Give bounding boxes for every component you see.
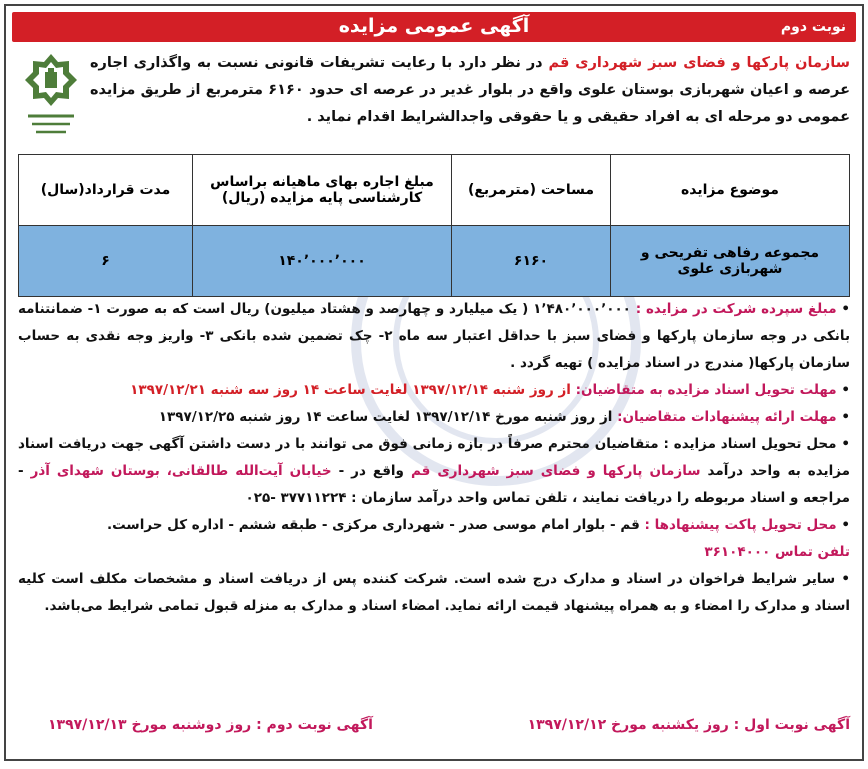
cell-subject: مجموعه رفاهی تفریحی و شهربازی علوی: [611, 226, 850, 297]
logo-emblem-icon: [20, 50, 82, 142]
offers-deadline-label: مهلت ارائه پیشنهادات متقاضیان:: [617, 409, 837, 425]
delivery-text: قم - بلوار امام موسی صدر - شهرداری مرکزی - طبقه ششم - اداره کل حراست.: [107, 517, 645, 533]
delivery-label: محل تحویل پاکت پیشنهادها :: [644, 517, 837, 533]
auction-table: [18, 154, 850, 297]
cell-area: ۶۱۶۰: [452, 226, 611, 297]
footer: [18, 717, 850, 743]
phone-paragraph: [18, 539, 850, 566]
location-text-1: متقاضیان محترم صرفاً در بازه زمانی فوق می توانند با در دست داشتن آگهی جهت دریافت اسناد مزایده به واحد درآمد: [18, 436, 850, 479]
cell-duration: ۶: [19, 226, 193, 297]
location-label: محل تحویل اسناد مزایده :: [663, 436, 837, 452]
docs-deadline-text: از روز شنبه ۱۳۹۷/۱۲/۱۴ لغایت ساعت ۱۴ روز سه شنبه ۱۳۹۷/۱۲/۲۱: [130, 382, 576, 398]
intro-text: در نظر دارد با رعایت تشریفات قانونی نسبت به واگذاری اجاره عرصه و اعیان شهربازی بوستان علوی واقع در بلوار غدیر در عرصه ای حدود ۶۱۶۰ مترمربع از طریق مزایده عمومی دو مرحله ای به افراد حقیقی و یا حقوقی واجدالشرایط اقدام نماید .: [90, 55, 850, 125]
deposit-paragraph: • مبلغ سپرده شرکت در مزایده : ۱٬۴۸۰٬۰۰۰٬۰۰۰ ( یک میلیارد و چهارصد و هشتاد میلیون) ریال است که به صورت ۱- ضمانتنامه بانکی در وجه سازمان پارکها و فضای سبز با حداقل اعتبار سه ماه ۲- چک تضمین شده بانکی ۳- واریز وجه نقدی به حساب سازمان پارکها( مندرج در اسناد مزایده ) تهیه گردد .: [18, 301, 851, 371]
organization-logo: [20, 50, 82, 142]
header-duration: مدت قرارداد(سال): [19, 155, 193, 226]
intro-paragraph: [90, 50, 850, 131]
second-publication: آگهی نوبت دوم : روز دوشنبه مورخ ۱۳۹۷/۱۲/۱۳: [48, 717, 373, 733]
page-title: آگهی عمومی مزایده: [338, 15, 530, 37]
offers-deadline-text: از روز شنبه مورخ ۱۳۹۷/۱۲/۱۴ لغایت ساعت ۱۴ روز شنبه ۱۳۹۷/۱۲/۲۵: [158, 409, 618, 425]
other-terms-text: سایر شرایط فراخوان در اسناد و مدارک درج شده است. شرکت کننده پس از دریافت اسناد و مشخصات مکلف است کلیه اسناد و مدارک را امضاء و به همراه پیشنهاد قیمت ارائه نماید. امضاء اسناد و مدارک به منزله قبول تمامی شرایط می‌باشد.: [18, 571, 850, 614]
docs-deadline-paragraph: • مهلت تحویل اسناد مزایده به متقاضیان: از روز شنبه ۱۳۹۷/۱۲/۱۴ لغایت ساعت ۱۴ روز سه شنبه ۱۳۹۷/۱۲/۲۱: [130, 382, 850, 398]
header-bar: [12, 12, 856, 42]
first-publication: آگهی نوبت اول : روز یکشنبه مورخ ۱۳۹۷/۱۲/۱۲: [527, 717, 850, 733]
location-text-3: - مراجعه و اسناد مربوطه را دریافت نمایند ، تلفن تماس واحد درآمد سازمان : ۳۷۷۱۱۲۲۴ -۰۲۵: [18, 463, 850, 506]
phone-label: تلفن تماس ۳۶۱۰۴۰۰۰: [704, 544, 850, 560]
header-rent: مبلغ اجاره بهای ماهیانه براساس کارشناسی پایه مزایده (ریال): [193, 155, 452, 226]
offers-deadline-paragraph: • مهلت ارائه پیشنهادات متقاضیان: از روز شنبه مورخ ۱۳۹۷/۱۲/۱۴ لغایت ساعت ۱۴ روز شنبه ۱۳۹۷/۱۲/۲۵: [158, 409, 850, 425]
docs-deadline-label: مهلت تحویل اسناد مزایده به متقاضیان:: [575, 382, 837, 398]
round-label: نوبت دوم: [780, 19, 846, 35]
intro-org: سازمان پارکها و فضای سبز شهرداری قم: [548, 55, 850, 71]
cell-rent: ۱۴۰٬۰۰۰٬۰۰۰: [193, 226, 452, 297]
tender-notice: [4, 4, 864, 761]
location-address: خیابان آیت‌الله طالقانی، بوستان شهدای آذر: [30, 463, 332, 479]
location-org: سازمان پارکها و فضای سبز شهرداری قم: [410, 463, 701, 479]
table-row: [19, 226, 850, 297]
deposit-text: ۱٬۴۸۰٬۰۰۰٬۰۰۰ ( یک میلیارد و چهارصد و هشتاد میلیون) ریال است که به صورت ۱- ضمانتنامه بانکی در وجه سازمان پارکها و فضای سبز با حداقل اعتبار سه ماه ۲- چک تضمین شده بانکی ۳- واریز وجه نقدی به حساب سازمان پارکها( مندرج در اسناد مزایده ) تهیه گردد .: [18, 301, 851, 371]
header-area: مساحت (مترمربع): [452, 155, 611, 226]
location-paragraph: • محل تحویل اسناد مزایده : متقاضیان محترم صرفاً در بازه زمانی فوق می توانند با در دست داشتن آگهی جهت دریافت اسناد مزایده به واحد درآمد سازمان پارکها و فضای سبز شهرداری قم واقع در - خیابان آیت‌الله طالقانی، بوستان شهدای آذر - مراجعه و اسناد مربوطه را دریافت نمایند ، تلفن تماس واحد درآمد سازمان : ۳۷۷۱۱۲۲۴ -۰۲۵: [18, 436, 850, 506]
other-terms-paragraph: • سایر شرایط فراخوان در اسناد و مدارک درج شده است. شرکت کننده پس از دریافت اسناد و مشخصات مکلف است کلیه اسناد و مدارک را امضاء و به همراه پیشنهاد قیمت ارائه نماید. امضاء اسناد و مدارک به منزله قبول تمامی شرایط می‌باشد.: [18, 571, 850, 614]
deposit-label: مبلغ سپرده شرکت در مزایده :: [635, 301, 837, 317]
terms-section: [18, 296, 850, 620]
header-subject: موضوع مزایده: [611, 155, 850, 226]
table-header-row: [19, 155, 850, 226]
delivery-paragraph: • محل تحویل پاکت پیشنهادها : قم - بلوار امام موسی صدر - شهرداری مرکزی - طبقه ششم - اداره کل حراست.: [107, 517, 850, 533]
location-text-2: واقع در -: [331, 463, 411, 479]
